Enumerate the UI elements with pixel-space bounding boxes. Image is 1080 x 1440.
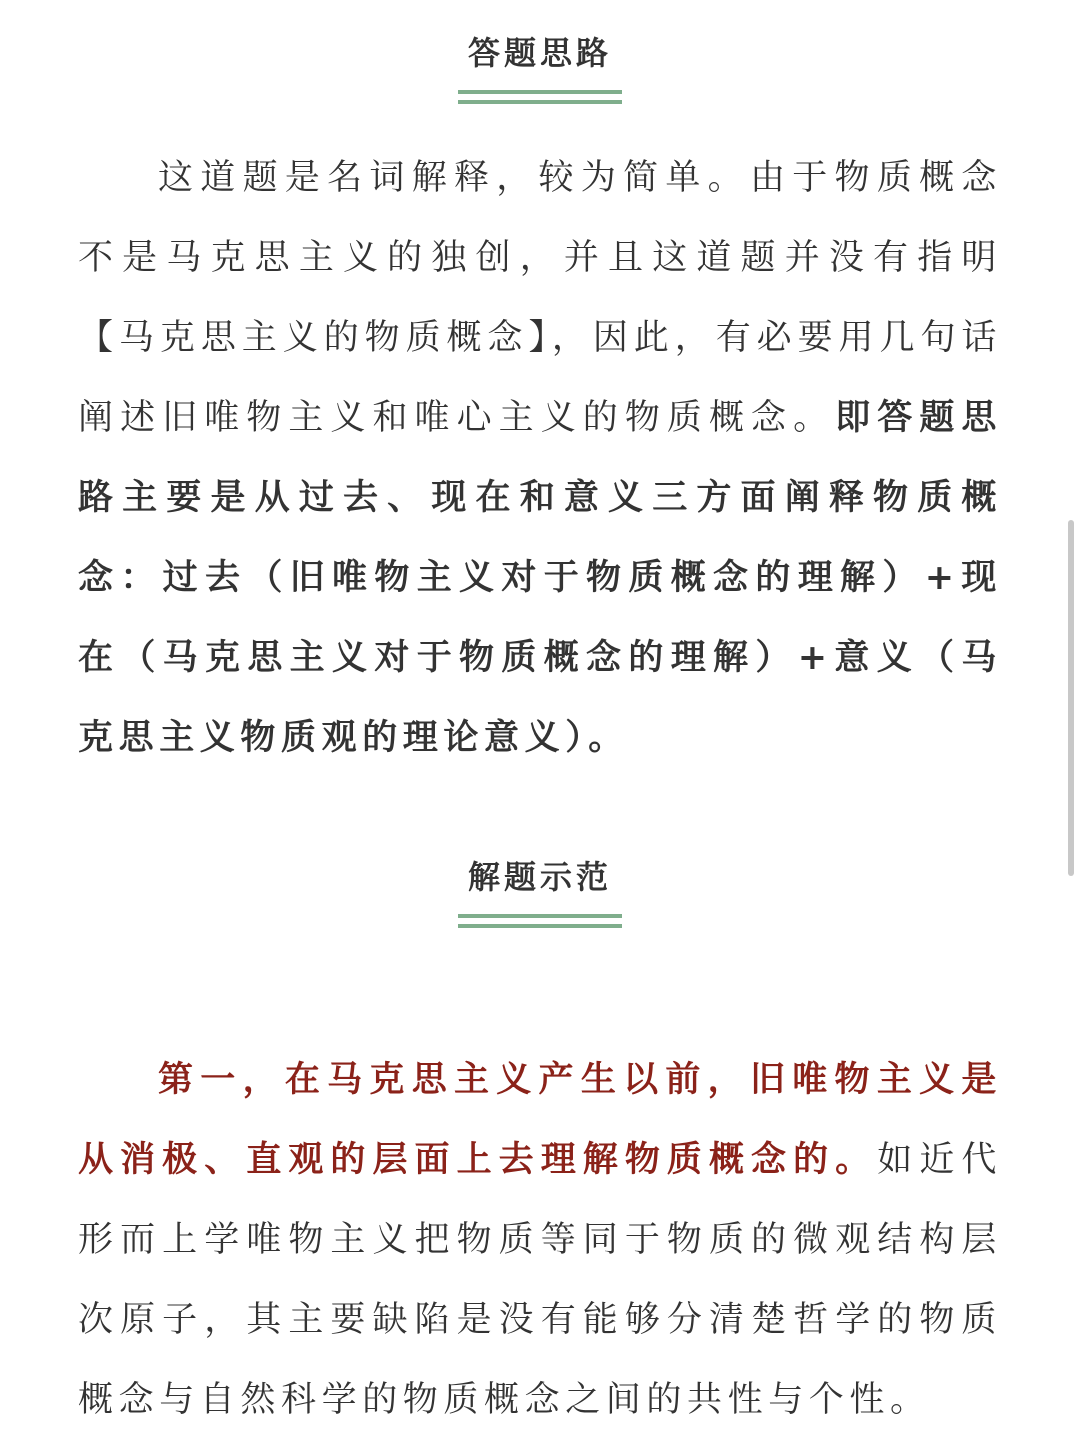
divider-line-bottom [458, 924, 622, 928]
example-plain-text: 如近代形而上学唯物主义把物质等同于物质的微观结构层次原子，其主要缺陷是没有能够分清楚哲学的物质概念与自然科学的物质概念之间的共性与个性。 [78, 1140, 1002, 1420]
section-divider-example [458, 914, 622, 928]
thinking-bold-text: 即答题思路主要是从过去、现在和意义三方面阐释物质概念：过去（旧唯物主义对于物质概念的理解）+现在（马克思主义对于物质概念的理解）+意义（马克思主义物质观的理论意义）。 [78, 398, 1002, 758]
thinking-paragraph [78, 138, 1002, 778]
example-red-text: 第一，在马克思主义产生以前，旧唯物主义是从消极、直观的层面上去理解物质概念的。 [78, 1060, 1002, 1180]
divider-line-top [458, 90, 622, 94]
thinking-plain-text: 这道题是名词解释，较为简单。由于物质概念不是马克思主义的独创，并且这道题并没有指明【马克思主义的物质概念】，因此，有必要用几句话阐述旧唯物主义和唯心主义的物质概念。 [78, 158, 1002, 438]
example-paragraph [78, 1040, 1002, 1440]
divider-line-top [458, 914, 622, 918]
scrollbar-thumb[interactable] [1068, 520, 1074, 876]
divider-line-bottom [458, 100, 622, 104]
section-title-thinking: 答题思路 [467, 34, 612, 72]
section-title-example: 解题示范 [467, 858, 612, 896]
section-divider-thinking [458, 90, 622, 104]
